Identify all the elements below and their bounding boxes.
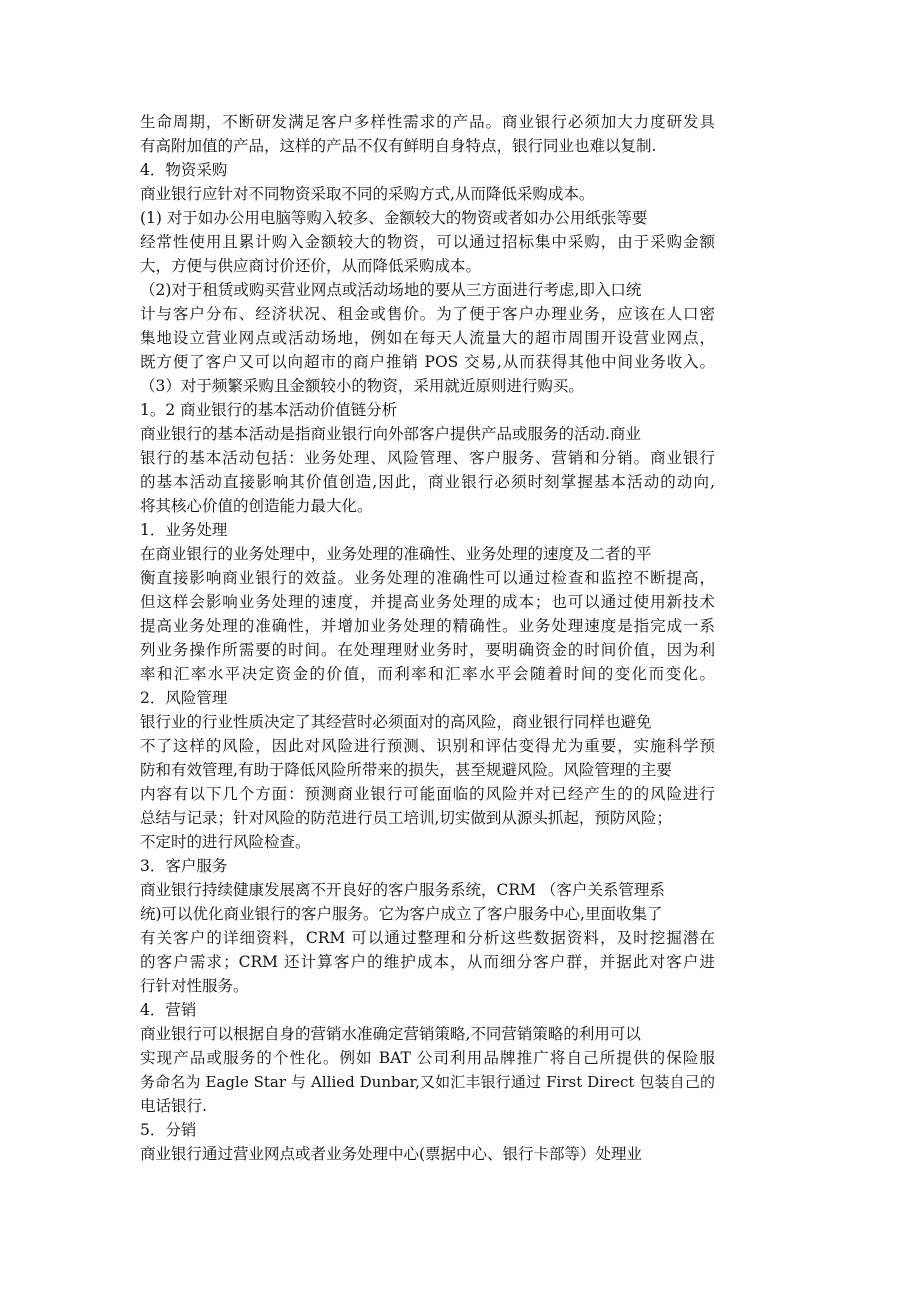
- text-line: 实现产品或服务的个性化。例如 BAT 公司利用品牌推广将自己所提供的保险服: [140, 1049, 715, 1067]
- text-line: 生命周期，不断研发满足客户多样性需求的产品。商业银行必须加大力度研发具: [140, 113, 715, 131]
- text-line: 计与客户分布、经济状况、租金或售价。为了便于客户办理业务，应该在人口密: [140, 305, 715, 323]
- text-line: 经常性使用且累计购入金额较大的物资，可以通过招标集中采购，由于采购金额: [140, 233, 715, 251]
- text-line: 务命名为 Eagle Star 与 Allied Dunbar,又如汇丰银行通过 First Direct 包装自己的: [140, 1073, 715, 1091]
- text-line: （2)对于租赁或购买营业网点或活动场地的要从三方面进行考虑,即入口统: [140, 281, 642, 299]
- text-line: 商业银行持续健康发展离不开良好的客户服务系统，CRM （客户关系管理系: [140, 881, 665, 899]
- text-line: 统)可以优化商业银行的客户服务。它为客户成立了客户服务中心,里面收集了: [140, 905, 663, 923]
- text-line: 在商业银行的业务处理中，业务处理的准确性、业务处理的速度及二者的平: [140, 545, 652, 563]
- text-line: 商业银行可以根据自身的营销水准确定营销策略,不同营销策略的利用可以: [140, 1025, 641, 1043]
- text-line: 防和有效管理,有助于降低风险所带来的损失，甚至规避风险。风险管理的主要: [140, 761, 672, 779]
- text-line: 银行的基本活动包括：业务处理、风险管理、客户服务、营销和分销。商业银行: [140, 449, 715, 467]
- text-line: 不定时的进行风险检查。: [140, 833, 311, 851]
- text-line: 提高业务处理的准确性，并增加业务处理的精确性。业务处理速度是指完成一系: [140, 617, 715, 635]
- text-line: 4．营销: [140, 1001, 197, 1019]
- text-line: 集地设立营业网点或活动场地，例如在每天人流量大的超市周围开设营业网点，: [140, 329, 715, 347]
- text-line: 商业银行通过营业网点或者业务处理中心(票据中心、银行卡部等）处理业: [140, 1145, 643, 1163]
- text-line: 行针对性服务。: [140, 977, 249, 995]
- text-line: 的基本活动直接影响其价值创造,因此，商业银行必须时刻掌握基本活动的动向,: [140, 473, 715, 491]
- text-line: 有关客户的详细资料，CRM 可以通过整理和分析这些数据资料，及时挖掘潜在: [140, 929, 715, 947]
- text-line: 银行业的行业性质决定了其经营时必须面对的高风险，商业银行同样也避免: [140, 713, 652, 731]
- text-line: 有高附加值的产品，这样的产品不仅有鲜明自身特点，银行同业也难以复制.: [140, 137, 657, 155]
- text-line: 但这样会影响业务处理的速度，并提高业务处理的成本；也可以通过使用新技术: [140, 593, 715, 611]
- text-line: 3．客户服务: [140, 857, 228, 875]
- text-line: 不了这样的风险，因此对风险进行预测、识别和评估变得尤为重要，实施科学预: [140, 737, 715, 755]
- text-line: (1) 对于如办公用电脑等购入较多、金额较大的物资或者如办公用纸张等要: [140, 209, 648, 227]
- text-line: 将其核心价值的创造能力最大化。: [140, 497, 373, 515]
- text-line: （3）对于频繁采购且金额较小的物资，采用就近原则进行购买。: [140, 377, 584, 395]
- text-line: 4．物资采购: [140, 161, 228, 179]
- text-line: 1．业务处理: [140, 521, 228, 539]
- text-line: 2．风险管理: [140, 689, 228, 707]
- text-line: 电话银行.: [140, 1097, 207, 1115]
- text-line: 大，方便与供应商讨价还价，从而降低采购成本。: [140, 257, 482, 275]
- text-line: 总结与记录；针对风险的防范进行员工培训,切实做到从源头抓起，预防风险；: [140, 809, 672, 827]
- document-body: [140, 110, 715, 1166]
- text-line: 商业银行应针对不同物资采取不同的采购方式,从而降低采购成本。: [140, 185, 595, 203]
- text-line: 商业银行的基本活动是指商业银行向外部客户提供产品或服务的活动.商业: [140, 425, 641, 443]
- text-line: 既方便了客户又可以向超市的商户推销 POS 交易,从而获得其他中间业务收入。: [140, 353, 715, 371]
- text-line: 的客户需求；CRM 还计算客户的维护成本，从而细分客户群，并据此对客户进: [140, 953, 715, 971]
- text-line: 1。2 商业银行的基本活动价值链分析: [140, 401, 398, 419]
- text-line: 列业务操作所需要的时间。在处理理财业务时，要明确资金的时间价值，因为利: [140, 641, 715, 659]
- text-line: 内容有以下几个方面：预测商业银行可能面临的风险并对已经产生的的风险进行: [140, 785, 715, 803]
- text-line: 5．分销: [140, 1121, 197, 1139]
- text-line: 率和汇率水平决定资金的价值，而利率和汇率水平会随着时间的变化而变化。: [140, 665, 715, 683]
- text-line: 衡直接影响商业银行的效益。业务处理的准确性可以通过检查和监控不断提高，: [140, 569, 715, 587]
